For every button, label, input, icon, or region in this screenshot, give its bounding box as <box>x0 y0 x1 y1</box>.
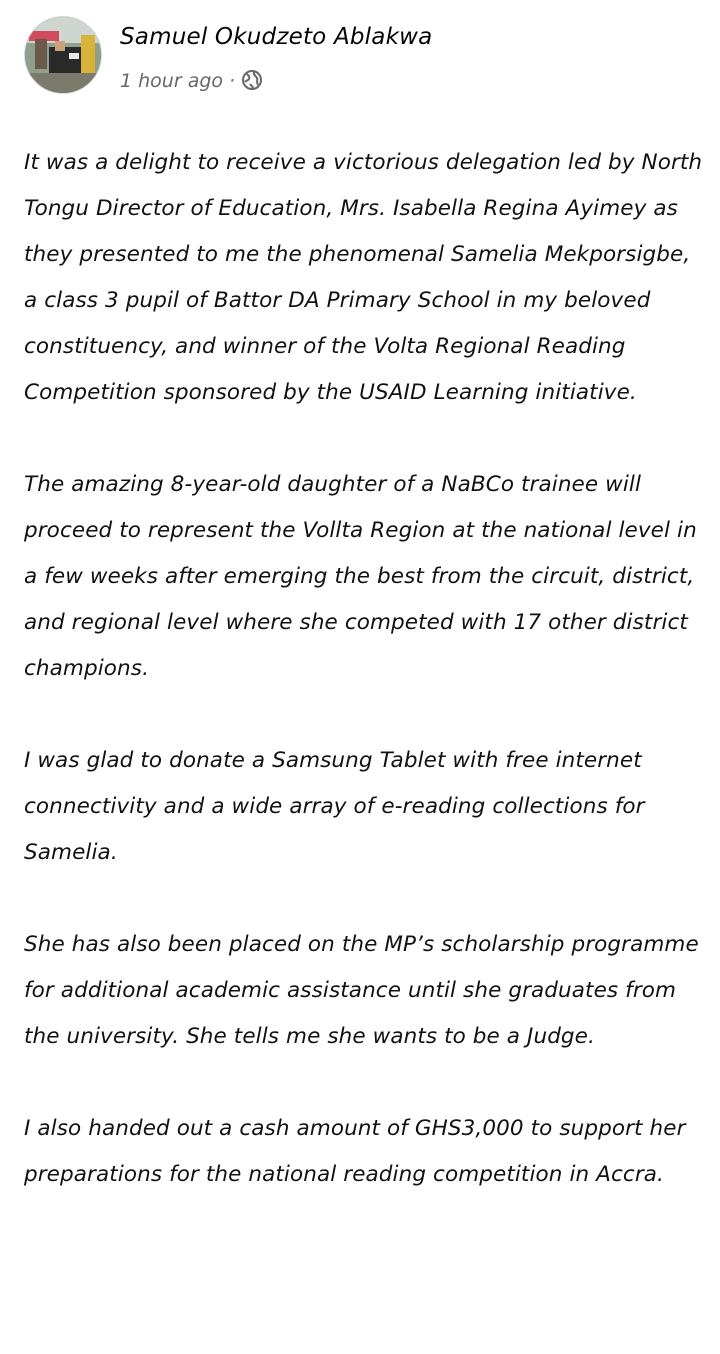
post-paragraph: She has also been placed on the MP’s scholarship programme for additional academic assistance until she graduates from the university. She tells me she wants to be a Judge. <box>24 932 699 1049</box>
post-body <box>24 140 708 1244</box>
author-name[interactable]: Samuel Okudzeto Ablakwa <box>120 24 433 50</box>
post-paragraph: The amazing 8-year-old daughter of a NaBCo trainee will proceed to represent the Vollta Region at the national level in a few weeks after emerging the best from the circuit, district, and regional level where she competed with 17 other district champions. <box>24 472 697 681</box>
post-meta <box>120 70 263 92</box>
post-paragraph: I also handed out a cash amount of GHS3,000 to support her preparations for the national reading competition in Accra. <box>24 1116 686 1187</box>
post-timestamp[interactable]: 1 hour ago <box>120 70 224 92</box>
meta-separator: · <box>229 70 236 92</box>
globe-icon[interactable] <box>241 69 263 91</box>
author-avatar[interactable] <box>24 16 102 94</box>
post-header <box>24 16 704 96</box>
post-paragraph: It was a delight to receive a victorious delegation led by North Tongu Director of Education, Mrs. Isabella Regina Ayimey as they presented to me the phenomenal Samelia Mekporsigbe, a class 3 pupil of Battor DA Primary School in my beloved constituency, and winner of the Volta Regional Reading Competition sponsored by the USAID Learning initiative. <box>24 150 703 405</box>
avatar-photo <box>25 17 102 94</box>
post-paragraph: I was glad to donate a Samsung Tablet with free internet connectivity and a wide array of e-reading collections for Samelia. <box>24 748 645 865</box>
